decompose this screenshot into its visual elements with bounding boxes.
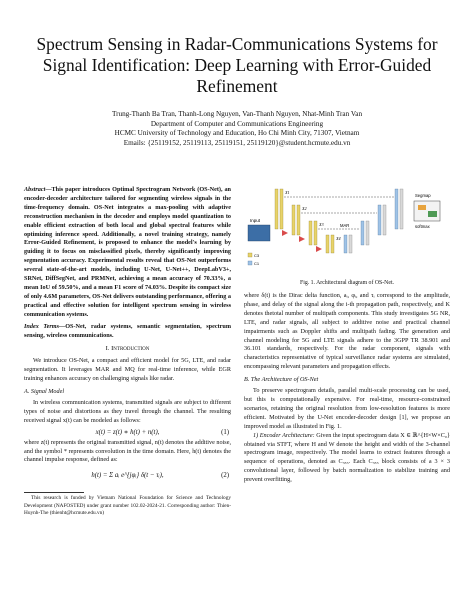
section-heading-introduction: I. Introduction (105, 345, 150, 353)
subsection-heading-signal-model: A. Signal Model (24, 388, 65, 396)
mar-label: MAR (340, 223, 350, 228)
input-spectrogram (248, 225, 270, 241)
architecture-diagram (244, 183, 450, 275)
decoder-block (366, 221, 369, 245)
downsample-arrow (316, 246, 322, 252)
x2-label: X2 (302, 206, 307, 211)
encoder-block (280, 189, 283, 229)
eq2-explanation: where δ(t) is the Dirac delta function, aᵢ, φᵢ, and τᵢ correspond to the amplitude, phase, and delay of the signal along the i-th propagation path, respectively, and K denotes thetotal number of multipath components. This study investigates 5G NR, LTE, and radar signals, all subject to additive noise and practical channel impairments such as Doppler shifts and multipath fading. The generation and channel modeling for 5G and LTE signals adhere to the 3GPP TR 38.901 and 36.101 standards, respectively. For the radar component, signals with characteristics representative of typical surveillance radar systems are simulated, encompassing relevant parameters and propagation effects. (244, 292, 450, 371)
encoder-heading: 1) Encoder Architecture: (253, 431, 315, 439)
author-department: Department of Computer and Communications Engineering (150, 119, 324, 128)
abstract-text: —This paper introduces Optimal Spectrogram Network (OS-Net), an encoder-decoder architecture tailored for segmenting wireless signals in the time-frequency domain. OS-Net integrates a max-pooling with adaptive reconstruction mechanism in the decoder and employs model quantization to enable efficient extraction of both local and global spectral features while optimizing inference speed. Additionally, a novel training strategy, namely Error-Guided Refinement, is proposed to enhance the model's learning by guiding it to focus on misclassified pixels, thereby significantly improving segmentation accuracy. Experimental results reveal that OS-Net outperforms several state-of-the-art models, including U-Net, U-Net++, DeepLabV3+, SRNet, DiffSegNet, and PRMNet, achieving a mean accuracy of 70.33%, a mean IoU of 59.50%, and a mean F1 score of 74.03%. Despite its compact size of only 4.6M parameters, OS-Net delivers outstanding performance, offering a practical and effective solution for intelligent spectrum sensing in wireless communication systems. (24, 186, 231, 318)
downsample-arrow (299, 236, 305, 242)
author-names: Trung-Thanh Ba Tran, Thanh-Long Nguyen, Van-Thanh Nguyen, Nhat-Minh Tran Van (111, 110, 363, 118)
softmax-label: softmax (415, 224, 430, 229)
footnote-divider (24, 492, 84, 493)
architecture-paragraph: To preserve spectrogram details, parallel multi-scale processing can be used, but this is computationally expensive. For real-time, resource-constrained scenarios, retaining the original resolution from low-resolution features is more efficient. Motivated by the U-Net encoder-decoder design [1], we propose an improved model as illustrated in Fig. 1. (244, 387, 450, 430)
x3-label: X3 (319, 222, 324, 227)
signal-model-paragraph: In wireless communication systems, transmitted signals are subject to different types of noise and distortions as they travel through the channel. The resulting received signal x(t) can be modeled as follows: (24, 398, 231, 424)
segmap-region (418, 205, 426, 210)
encoder-block (275, 189, 278, 229)
encoder-block (297, 205, 300, 235)
left-column (24, 186, 231, 517)
segmap-region (428, 211, 437, 217)
right-column (244, 292, 450, 485)
x1-label: X1 (285, 190, 290, 195)
paper-title: Spectrum Sensing in Radar-Communications Systems for Signal Identification: Deep Learning with Error-Guided Refinement (36, 34, 438, 96)
legend-c1-label: C1 (254, 261, 260, 266)
x4-label: X4 (336, 236, 341, 241)
decoder-block (378, 205, 381, 235)
encoder-block (292, 205, 295, 235)
equation-2-number: (2) (221, 472, 229, 480)
input-label: Input (250, 218, 261, 223)
equation-1-body: x(t) = z(t) ∗ h(t) + n(t), (95, 428, 160, 436)
decoder-block (383, 205, 386, 235)
encoder-block (314, 221, 317, 245)
legend-swatch-c3 (248, 253, 252, 257)
abstract-label: Abstract (24, 186, 46, 193)
legend-c3-label: C3 (254, 253, 260, 258)
equation-1 (24, 426, 231, 439)
author-emails: Emails: {25119152, 25119113, 25119151, 25119120}@student.hcmute.edu.vn (123, 138, 351, 147)
architecture-figure (244, 183, 450, 275)
encoder-block (326, 235, 329, 253)
equation-1-number: (1) (221, 428, 229, 436)
index-terms-text: —OS-Net, radar systems, semantic segmentation, spectrum sensing, wireless communications. (24, 322, 231, 339)
legend-swatch-c1 (248, 261, 252, 265)
segmap-label: Segmap (415, 193, 431, 198)
decoder-block (344, 235, 347, 253)
decoder-block (400, 189, 403, 229)
footnote: This research is funded by Vietnam National Foundation for Science and Technology Development (NAFOSTED) under grant number 102.02-2024-21. Corresponding author: Thien-Huynh-The (thienht@hcmute.edu.vn) (24, 495, 231, 516)
index-terms (24, 323, 231, 341)
decoder-block (395, 189, 398, 229)
decoder-block (361, 221, 364, 245)
equation-2-body: h(t) = Σ aᵢ e^{jφᵢ} δ(t − τᵢ), (91, 472, 164, 480)
author-block (20, 110, 454, 148)
intro-paragraph: We introduce OS-Net, a compact and efficient model for 5G, LTE, and radar segmentation. It leverages MAR and MQ for real-time inference, while EGR training enhances accuracy on challenging signals like radar. (24, 357, 231, 383)
subsection-heading-architecture: B. The Architecture of OS-Net (244, 376, 319, 384)
encoder-block (309, 221, 312, 245)
downsample-arrow (282, 230, 288, 236)
decoder-block (349, 235, 352, 253)
author-university: HCMC University of Technology and Education, Ho Chi Minh City, 71307, Vietnam (114, 129, 360, 137)
encoder-paragraph (244, 432, 450, 485)
encoder-text: Given the input spectrogram data X ∈ ℝ^{H×W×C₀} obtained via STFT, where H and W denote the height and width of the 3-channel spectrogram image, respectively. The model learns to extract features through a sequence of operations, denoted as C₃ₓ₃. Each C₃ₓ₃ block consists of a 3 × 3 convolutional layer, followed by batch normalization to stabilize training and prevent overfitting, (244, 431, 451, 484)
index-terms-label: Index Terms (24, 322, 59, 330)
eq1-explanation: where z(t) represents the original transmitted signal, n(t) denotes the additive noise, and the symbol * represents convolution in the time domain. Here, h(t) denotes the channel impulse response, defined as: (24, 438, 231, 464)
figure-caption: Fig. 1. Architectural diagram of OS-Net. (299, 280, 394, 286)
abstract (24, 186, 231, 320)
equation-2 (24, 465, 231, 487)
encoder-block (331, 235, 334, 253)
